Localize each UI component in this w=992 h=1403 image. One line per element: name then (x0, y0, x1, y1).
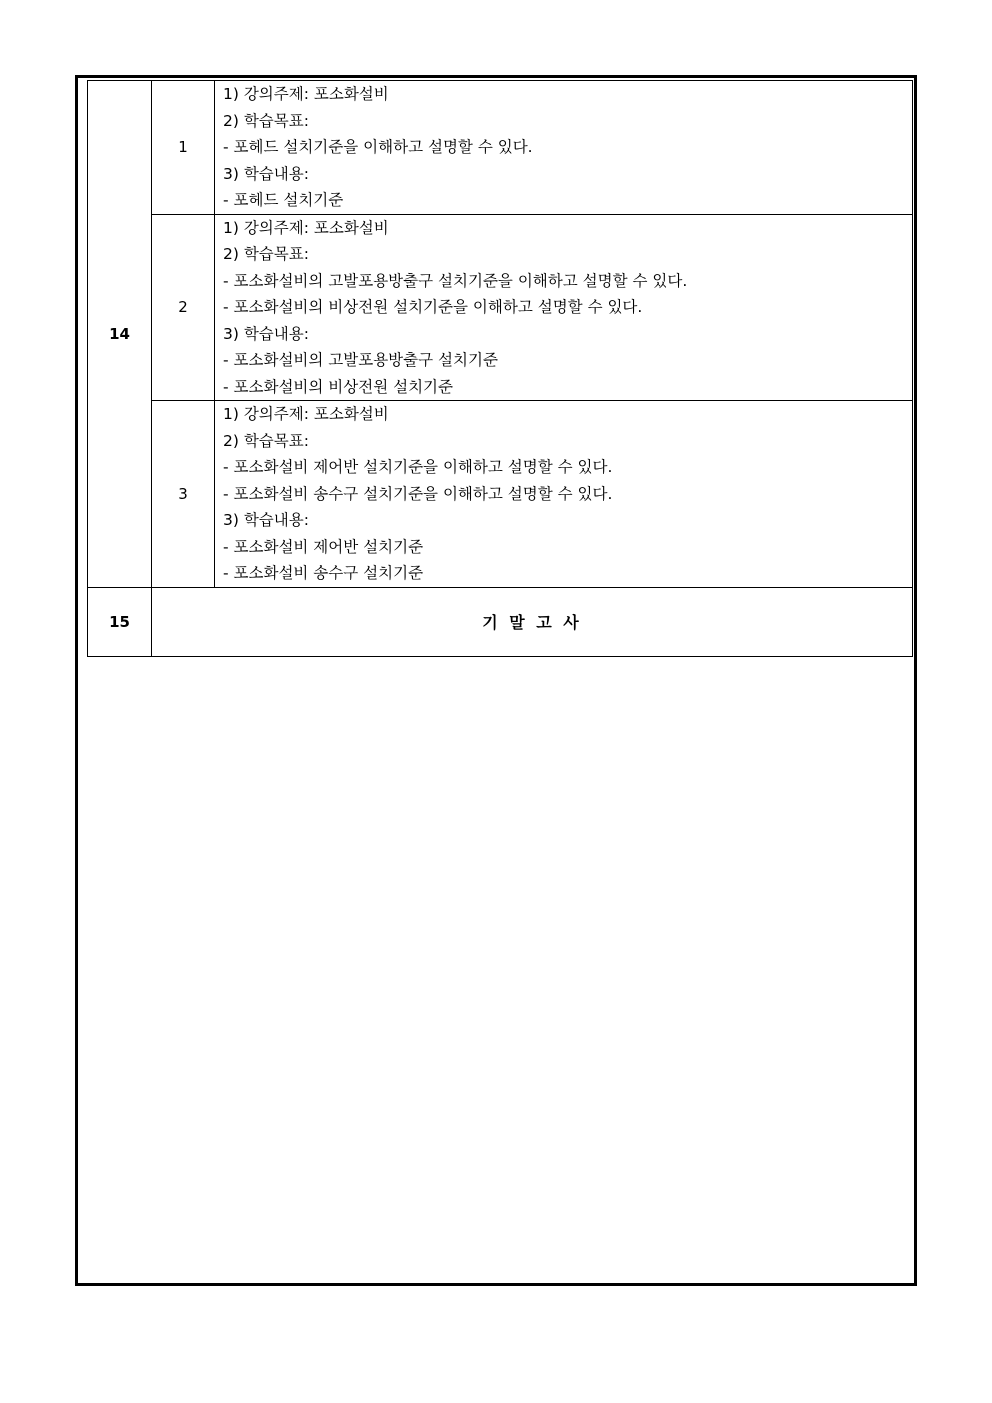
learning-goal-item: - 포소화설비의 고발포용방출구 설치기준을 이해하고 설명할 수 있다. (223, 271, 688, 290)
session-content (215, 81, 913, 215)
session-number: 1 (152, 81, 215, 215)
table-row (88, 81, 913, 215)
learning-goal-item: - 포헤드 설치기준을 이해하고 설명할 수 있다. (223, 138, 533, 156)
week-number: 15 (88, 587, 152, 656)
learning-goal-item: - 포소화설비 제어반 설치기준을 이해하고 설명할 수 있다. (223, 458, 613, 476)
lecture-topic: 1) 강의주제: 포소화설비 (223, 85, 389, 103)
learning-content-item: - 포소화설비의 비상전원 설치기준 (223, 377, 453, 396)
learning-content-heading: 3) 학습내용: (223, 164, 309, 183)
final-exam-label: 기 말 고 사 (152, 587, 913, 656)
learning-content-heading: 3) 학습내용: (223, 511, 309, 529)
session-content (215, 214, 913, 401)
learning-goal-heading: 2) 학습목표: (223, 111, 309, 130)
lecture-topic: 1) 강의주제: 포소화설비 (223, 405, 389, 423)
learning-content-item: - 포헤드 설치기준 (223, 191, 344, 209)
learning-content-heading: 3) 학습내용: (223, 324, 309, 343)
session-content (215, 401, 913, 588)
week-number: 14 (88, 81, 152, 588)
lecture-schedule-table (87, 80, 913, 657)
learning-goal-heading: 2) 학습목표: (223, 431, 309, 450)
table-row (88, 214, 913, 401)
session-number: 3 (152, 401, 215, 588)
lecture-topic: 1) 강의주제: 포소화설비 (223, 218, 389, 237)
table-row (88, 401, 913, 588)
learning-goal-item: - 포소화설비 송수구 설치기준을 이해하고 설명할 수 있다. (223, 484, 613, 503)
learning-content-item: - 포소화설비의 고발포용방출구 설치기준 (223, 351, 498, 369)
learning-goal-heading: 2) 학습목표: (223, 245, 309, 263)
learning-content-item: - 포소화설비 송수구 설치기준 (223, 564, 424, 582)
session-number: 2 (152, 214, 215, 401)
learning-goal-item: - 포소화설비의 비상전원 설치기준을 이해하고 설명할 수 있다. (223, 298, 643, 316)
table-row (88, 587, 913, 656)
learning-content-item: - 포소화설비 제어반 설치기준 (223, 537, 424, 556)
